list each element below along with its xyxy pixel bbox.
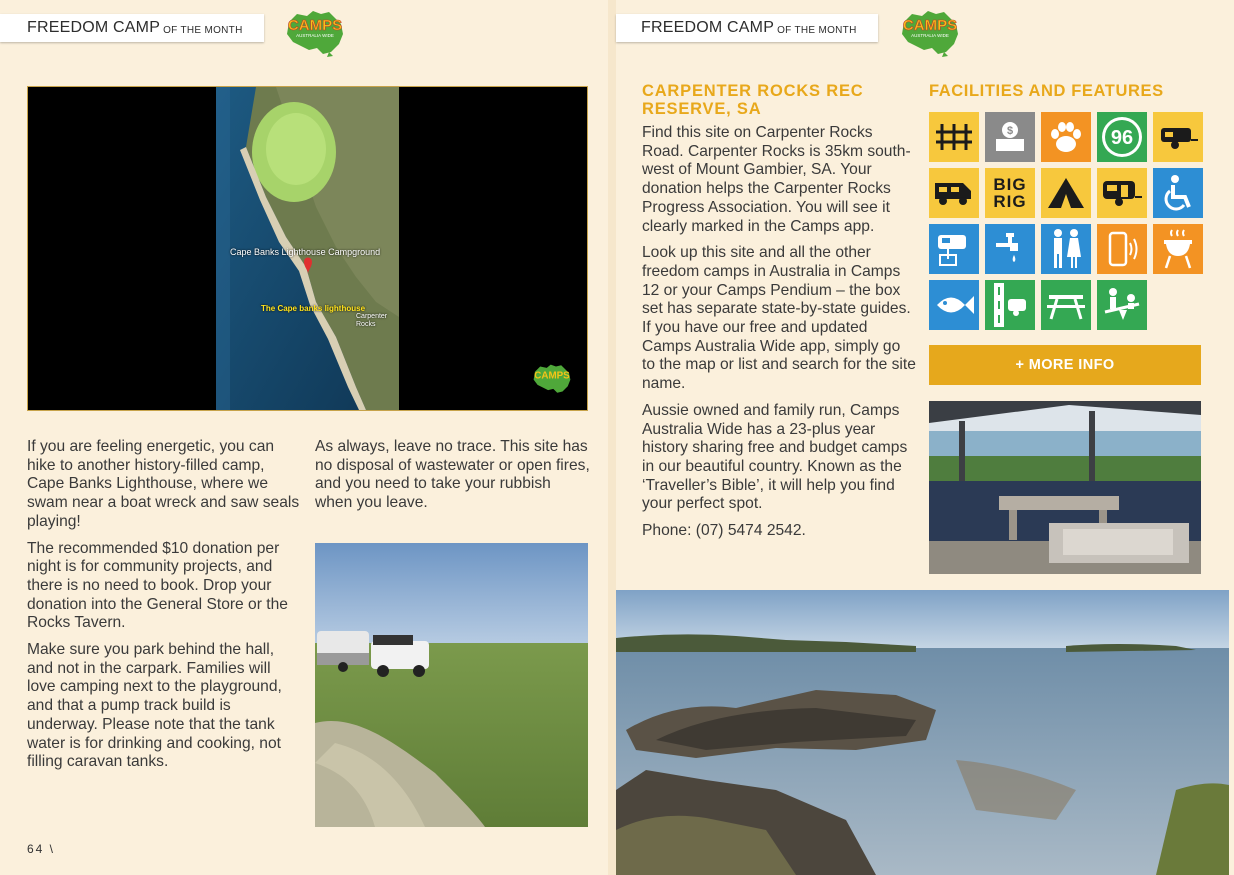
picnic-table-icon [1041, 280, 1091, 330]
map-label-campground: Cape Banks Lighthouse Campground [230, 247, 381, 257]
banner-subtitle: OF THE MONTH [163, 24, 243, 36]
paragraph: The recommended $10 donation per night is for community projects, and there is no need to book. Drop your donation into the General Store or the Rocks Tavern. [27, 539, 288, 632]
tent-icon [1041, 168, 1091, 218]
fishing-icon [929, 280, 979, 330]
map-watermark-logo [531, 362, 573, 396]
pets-allowed-icon [1041, 112, 1091, 162]
site-title: CARPENTER ROCKS REC RESERVE, SA [642, 82, 864, 118]
big-rig-text: BIG RIG [993, 175, 1027, 211]
96-hour-stay-text: 96 [1110, 127, 1134, 149]
water-tap-icon [985, 224, 1035, 274]
logo-subtext: AUSTRALIA WIDE [911, 33, 949, 38]
header-banner-right [616, 14, 878, 42]
facilities-icon-grid [929, 112, 1204, 330]
camps-logo-right [898, 8, 962, 58]
left-text-column-2 [315, 438, 590, 521]
banner-title: FREEDOM CAMP [641, 19, 775, 36]
logo-subtext: AUSTRALIA WIDE [296, 33, 334, 38]
campground-field-photo [315, 543, 588, 827]
svg-text:$: $ [1006, 125, 1014, 137]
map-watermark-text: CAMPS [534, 370, 570, 382]
banner-subtitle: OF THE MONTH [777, 24, 857, 36]
picnic-shelter-photo [929, 401, 1201, 574]
map-satellite-view [216, 87, 399, 410]
wheelchair-access-icon [1153, 168, 1203, 218]
phone-reception-icon [1097, 224, 1147, 274]
dump-point-icon [929, 224, 979, 274]
paragraph: Aussie owned and family run, Camps Australia Wide has a 23-plus year history sharing free and budget camps in our beautiful country. Known as the ‘Traveller’s Bible’, it will help you find your perfect spot. [642, 401, 908, 513]
big-rig-icon [985, 168, 1035, 218]
paragraph: Look up this site and all the other freedom camps in Australia in Camps 12 or your Camps Pendium – the box set has separate state-by-state guides. If you have our free and updated Camps Australia Wide app, simply go to the map or list and search for the site name. [642, 244, 916, 393]
bbq-icon [1153, 224, 1203, 274]
caravan-icon [1097, 168, 1147, 218]
phone-number: Phone: (07) 5474 2542. [642, 522, 806, 540]
left-text-column-1 [27, 438, 302, 780]
motorhome-icon [929, 168, 979, 218]
paragraph: If you are feeling energetic, you can hike to another history-filled camp, Cape Banks Lighthouse, where we swam near a boat wreck and saw seals playing! [27, 438, 300, 530]
roadside-stop-icon [985, 280, 1035, 330]
header-banner [0, 14, 264, 42]
fence-icon [929, 112, 979, 162]
logo-text: CAMPS [902, 17, 958, 34]
rocky-coastline-photo [616, 590, 1229, 875]
paragraph: Make sure you park behind the hall, and not in the carpark. Families will love camping next to the playground, and that a pump track build is underway. Please note that the tank water is for drinking and cooking, not filling caravan tanks. [27, 641, 282, 771]
left-page [0, 0, 608, 875]
96-hour-stay-icon [1097, 112, 1147, 162]
right-text-column [642, 124, 917, 549]
playground-icon [1097, 280, 1147, 330]
facilities-title: FACILITIES AND FEATURES [929, 82, 1164, 100]
paragraph: As always, leave no trace. This site has no disposal of wastewater or open fires, and you need to take your rubbish when you leave. [315, 438, 590, 512]
paragraph: Find this site on Carpenter Rocks Road. Carpenter Rocks is 35km south-west of Mount Gambier, SA. Your donation helps the Carpenter Rocks Progress Association. You will see it clearly marked in the Camps app. [642, 124, 911, 235]
satellite-map-image [27, 86, 588, 411]
page-number: 64 \ [27, 842, 56, 856]
banner-title: FREEDOM CAMP [27, 19, 161, 36]
logo-text: CAMPS [287, 17, 343, 34]
page-gutter [608, 0, 616, 875]
more-info-button[interactable]: + MORE INFO [929, 345, 1201, 385]
toilets-icon [1041, 224, 1091, 274]
map-label-town: Carpenter Rocks [356, 313, 388, 328]
right-page [616, 0, 1234, 875]
camper-trailer-icon [1153, 112, 1203, 162]
donation-icon [985, 112, 1035, 162]
map-label-lighthouse: The Cape banks lighthouse [261, 304, 366, 313]
camps-logo [283, 8, 347, 58]
